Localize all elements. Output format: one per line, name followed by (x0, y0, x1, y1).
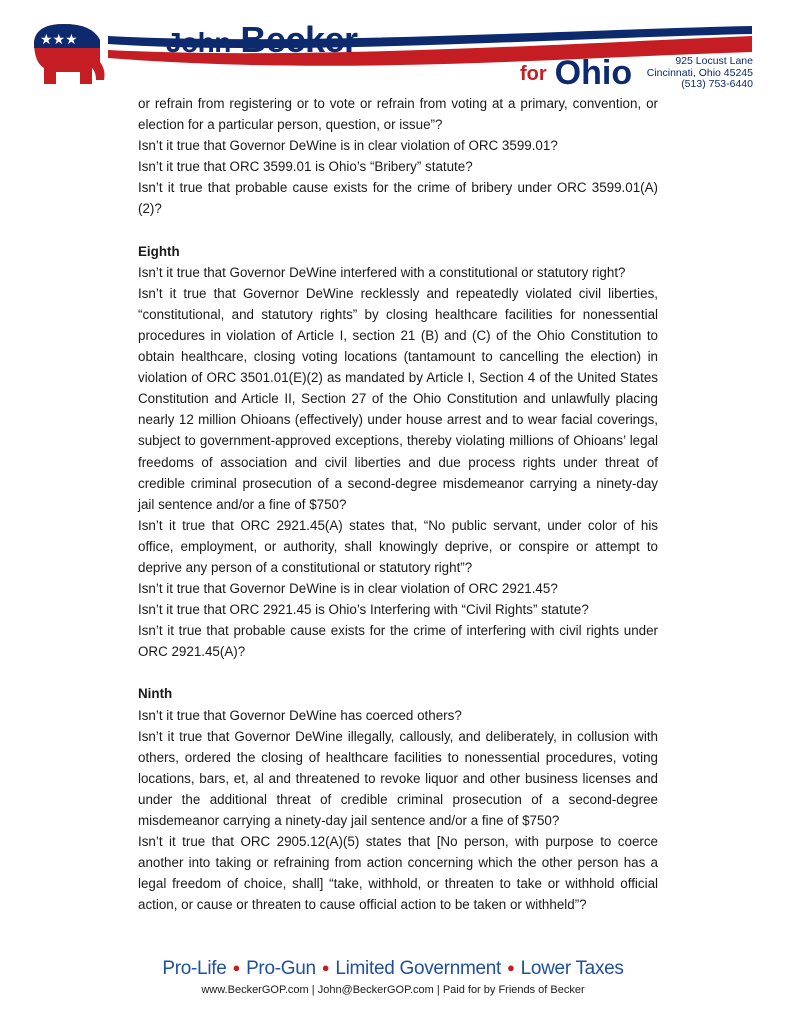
intro-paragraph: Isn’t it true that Governor DeWine is in clear violation of ORC 3599.01? (138, 138, 558, 154)
ninth-paragraph: Isn’t it true that Governor DeWine has coerced others? (138, 707, 462, 723)
intro-paragraph: Isn’t it true that ORC 3599.01 is Ohio’s “Bribery” statute? (138, 159, 473, 175)
campaign-slogan (0, 958, 786, 980)
candidate-first-name: John (166, 27, 231, 58)
intro-paragraph: or refrain from registering or to vote or refrain from voting at a primary, convention, or election for a particular person, question, or issue”? (138, 96, 658, 133)
address-city: Cincinnati, Ohio 45245 (646, 66, 753, 79)
eighth-paragraph: Isn’t it true that Governor DeWine recklessly and repeatedly violated civil liberties, “constitutional, and statutory rights” by closing healthcare facilities for nonessential procedures in violation of Article I, section 21 (B) and (C) of the Ohio Constitution to obtain healthcare, closing voting locations (tantamount to cancelling the election) in violation of ORC 3501.01(E)(2) as mandated by Article I, Section 4 of the United States Constitution and Article II, Section 27 of the Ohio Constitution and unlawfully placing nearly 12 million Ohioans (effectively) under house arrest and to wear facial coverings, subject to government-approved exceptions, thereby violating millions of Ohioans’ legal freedoms of association and civil liberties and due process rights under threat of credible criminal prosecution of a second-degree misdemeanor carrying a ninety-day jail sentence and/or a fine of $750? (138, 285, 658, 512)
address-street: 925 Locust Lane (675, 55, 753, 67)
candidate-name (166, 20, 358, 63)
separator: | (436, 984, 443, 996)
eighth-paragraph: Isn’t it true that probable cause exists for the crime of interfering with civil rights under ORC 2921.45(A)? (138, 623, 658, 660)
eighth-paragraph: Isn’t it true that ORC 2921.45 is Ohio’s Interfering with “Civil Rights” statute? (138, 602, 589, 618)
footer-credits (0, 984, 786, 996)
ninth-paragraph: Isn’t it true that Governor DeWine illegally, callously, and deliberately, in collusion with others, ordered the closing of healthcare facilities to nonessential procedures, voting locations, bars, et, al and threatened to revoke liquor and other business licenses and under the additional threat of credible criminal prosecution of a second-degree misdemeanor carrying a ninety-day jail sentence and/or a fine of $750? (138, 728, 658, 828)
bullet-icon: ● (507, 960, 515, 975)
intro-paragraph: Isn’t it true that probable cause exists for the crime of bribery under ORC 3599.01(A)(2)? (138, 180, 658, 217)
bullet-icon: ● (321, 960, 330, 975)
state-label: Ohio (554, 54, 633, 92)
letter-body (138, 93, 658, 915)
candidate-last-name: Becker (240, 19, 358, 60)
ninth-paragraph: Isn’t it true that ORC 2905.12(A)(5) states that [No person, with purpose to coerce another into taking or refraining from action concerning which the other person has a legal freedom of choice, shall] “take, withhold, or threaten to take or withhold official action, or cause or threaten to cause official action to be taken or withheld”? (138, 834, 658, 913)
slogan-item: Pro-Gun (246, 958, 316, 979)
paid-for-notice: Paid for by Friends of Becker (442, 984, 585, 996)
section-heading-eighth: Eighth (138, 243, 180, 259)
eighth-paragraph: Isn’t it true that ORC 2921.45(A) states that, “No public servant, under color of his office, employment, or authority, shall knowingly deprive, or conspire or attempt to deprive any person of a constitutional or statutory right”? (138, 517, 658, 575)
separator: | (311, 984, 318, 996)
campaign-address (647, 56, 753, 91)
email-link[interactable]: John@BeckerGOP.com (317, 984, 434, 996)
for-label: for (520, 63, 547, 85)
website-link[interactable]: www.BeckerGOP.com (201, 984, 309, 996)
letterhead-footer (0, 958, 786, 996)
eighth-paragraph: Isn’t it true that Governor DeWine interfered with a constitutional or statutory right? (138, 264, 626, 280)
bullet-icon: ● (232, 960, 241, 975)
campaign-state (520, 54, 632, 93)
slogan-item: Limited Government (335, 958, 502, 979)
republican-elephant-icon (30, 22, 108, 88)
section-heading-ninth: Ninth (138, 686, 173, 702)
svg-text:★★★: ★★★ (40, 32, 78, 48)
address-phone: (513) 753-6440 (681, 78, 753, 90)
eighth-paragraph: Isn’t it true that Governor DeWine is in clear violation of ORC 2921.45? (138, 581, 558, 597)
letterhead (0, 0, 786, 100)
slogan-item: Pro-Life (162, 958, 227, 979)
slogan-item: Lower Taxes (520, 958, 624, 979)
